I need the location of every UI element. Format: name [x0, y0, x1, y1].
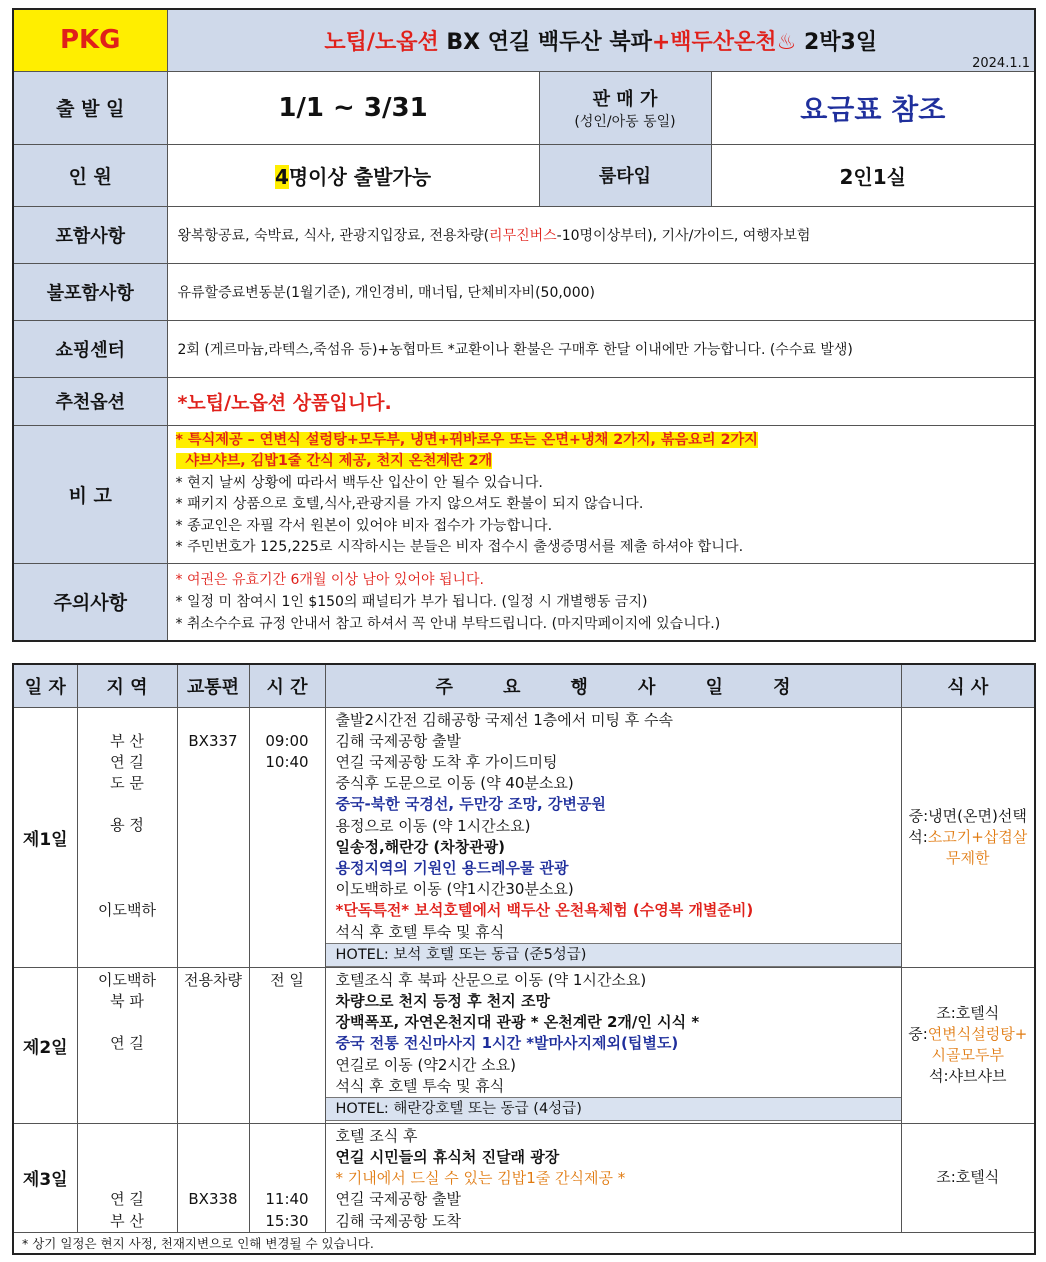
schedule-item: 연길 국제공항 출발: [335, 1190, 461, 1209]
header-region: 지 역: [77, 664, 177, 707]
excluded-value: 유류할증료변동분(1월기준), 개인경비, 매너팁, 단체비자비(50,000): [167, 263, 1035, 320]
shopping-label: 쇼핑센터: [13, 320, 167, 377]
day3-row: [13, 1123, 1035, 1232]
region-label: 이도백하: [98, 970, 156, 989]
flight-number: [178, 710, 249, 731]
region-label: 이도백하: [98, 901, 156, 920]
document-date: 2024.1.1: [972, 55, 1030, 71]
option-value: *노팁/노옵션 상품입니다.: [167, 377, 1035, 425]
schedule-item: 호텔조식 후 북파 산문으로 이동 (약 1시간소요): [335, 970, 647, 989]
schedule-item: 중식후 도문으로 이동 (약 40분소요): [335, 774, 574, 793]
day2-meal-lunch-tofu: 시골모두부: [931, 1046, 1004, 1065]
itinerary-table: [12, 663, 1036, 1255]
region-label: [78, 1126, 177, 1147]
day2-meal-breakfast: 조:호텔식: [936, 1004, 1000, 1023]
included-label: 포함사항: [13, 206, 167, 263]
flight-time: 15:30: [265, 1211, 309, 1230]
price-value: 요금표 참조: [711, 71, 1035, 144]
included-text-a: 왕복항공료, 숙박료, 식사, 관광지입장료, 전용차량(: [177, 227, 490, 244]
room-label: 룸타입: [539, 144, 711, 206]
remarks-special-meal-2: 샤브샤브, 김밥1줄 간식 제공, 천지 온천계란 2개: [175, 453, 493, 469]
excluded-label: 불포함사항: [13, 263, 167, 320]
day2-meal-lunch-prefix: 중:: [908, 1025, 928, 1044]
flight-number: [178, 1147, 249, 1168]
schedule-item: 일송정,해란강 (차창관광): [335, 837, 506, 856]
schedule-item: 용정지역의 기원인 용드레우물 관광: [335, 858, 569, 877]
people-rest: 명이상 출발가능: [288, 164, 432, 189]
title-duration: 2박3일: [796, 29, 878, 55]
day1-meal-dinner-prefix: 석:: [908, 827, 928, 846]
day1-transport: [177, 707, 249, 967]
remarks-line-5: * 종교인은 자필 각서 원본이 있어야 비자 접수가 가능합니다.: [175, 517, 553, 534]
departure-value: 1/1 ~ 3/31: [167, 71, 539, 144]
remarks-special-meal-1: * 특식제공 – 연변식 설렁탕+모두부, 냉면+꿔바로우 또는 온면+냉채 2가지, 볶음요리 2가지: [175, 431, 758, 448]
schedule-item: 용정으로 이동 (약 1시간소요): [335, 816, 531, 835]
flight-time: [250, 710, 325, 731]
header-schedule: 주 요 행 사 일 정: [325, 664, 901, 707]
region-label: [78, 837, 177, 858]
schedule-item: * 기내에서 드실 수 있는 김밥1줄 간식제공 *: [335, 1169, 626, 1188]
remarks-label: 비 고: [13, 425, 167, 563]
itinerary-footnote: * 상기 일정은 현지 사정, 천재지변으로 인해 변경될 수 있습니다.: [13, 1232, 1035, 1254]
header-time: 시 간: [249, 664, 325, 707]
schedule-item: 장백폭포, 자연온천지대 관광 * 온천계란 2개/인 시식 *: [335, 1013, 700, 1032]
day1-regions: [77, 707, 177, 967]
region-label: 북 파: [110, 991, 144, 1010]
flight-time: [250, 1126, 325, 1147]
flight-number: BX337: [188, 731, 238, 750]
region-label: 부 산: [110, 731, 144, 750]
title-route: BX 연길 백두산 북파: [438, 29, 652, 55]
region-label: 용 정: [110, 816, 144, 835]
day1-label: 제1일: [13, 707, 77, 967]
caution-line-2: * 일정 미 참여시 1인 $150의 패널티가 부가 됩니다. (일정 시 개별행동 금지): [175, 593, 648, 610]
flight-number: BX338: [188, 1190, 238, 1209]
day2-time: 전 일: [249, 967, 325, 1123]
flight-time: 11:40: [265, 1190, 309, 1209]
schedule-item: 호텔 조식 후: [335, 1126, 418, 1145]
people-value: [167, 144, 539, 206]
flight-time: [250, 1168, 325, 1189]
title-hotspring: +백두산온천: [651, 29, 777, 55]
region-label: [78, 858, 177, 879]
remarks-line-6: * 주민번호가 125,225로 시작하시는 분들은 비자 접수시 출생증명서를 제출 하셔야 합니다.: [175, 539, 744, 555]
region-label: [78, 879, 177, 900]
header-meal: 식 사: [901, 664, 1035, 707]
remarks-line-4: * 패키지 상품으로 호텔,식사,관광지를 가지 않으셔도 환불이 되지 않습니다.: [175, 496, 644, 512]
day1-meal-lunch: 중:냉면(온면)선택: [908, 806, 1027, 825]
day1-meal-dinner-menu: 소고기+삽겹살: [927, 827, 1028, 846]
room-value: 2인1실: [711, 144, 1035, 206]
day2-meals: [901, 967, 1035, 1123]
day1-schedule: [325, 707, 901, 967]
caution-value: [167, 563, 1035, 641]
package-info-table: [12, 8, 1036, 642]
day2-meal-dinner: 석:샤브샤브: [928, 1067, 1007, 1086]
day2-regions: [77, 967, 177, 1123]
region-label: [78, 1168, 177, 1189]
region-label: 연 길: [110, 1190, 144, 1209]
header-day: 일 자: [13, 664, 77, 707]
day2-meal-lunch-menu: 연변식설렁탕+: [927, 1025, 1028, 1044]
schedule-item: 김해 국제공항 출발: [335, 731, 461, 750]
departure-label: 출 발 일: [13, 71, 167, 144]
price-label: 판 매 가: [592, 88, 658, 110]
price-label-cell: [539, 71, 711, 144]
day2-hotel: HOTEL: 해란강호텔 또는 동급 (4성급): [326, 1097, 902, 1121]
package-title-cell: [167, 9, 1035, 71]
schedule-item: 중국-북한 국경선, 두만강 조망, 강변공원: [335, 795, 606, 814]
schedule-item: *단독특전* 보석호텔에서 백두산 온천욕체험 (수영복 개별준비): [335, 901, 754, 920]
remarks-line-3: * 현지 날씨 상황에 따라서 백두산 입산이 안 될수 있습니다.: [175, 474, 543, 491]
day1-meal-dinner: [902, 827, 1035, 848]
day1-meals: [901, 707, 1035, 967]
price-sub: (성인/아동 동일): [574, 113, 676, 130]
remarks-value: [167, 425, 1035, 563]
day3-label: 제3일: [13, 1123, 77, 1232]
region-label: [78, 1012, 177, 1033]
schedule-item: 차량으로 천지 등정 후 천지 조망: [335, 991, 550, 1010]
schedule-item: 석식 후 호텔 투숙 및 휴식: [335, 1076, 505, 1095]
remarks-line-1: [176, 430, 1035, 452]
included-limousine: 리무진버스: [489, 227, 557, 244]
day3-times: [249, 1123, 325, 1232]
flight-number: [178, 1126, 249, 1147]
day2-meal-lunch: [902, 1024, 1035, 1045]
region-label: 연 길: [110, 1034, 144, 1053]
min-people: 4: [274, 164, 289, 189]
title-no-tip: 노팁/노옵션: [324, 29, 439, 55]
remarks-line-2: [176, 451, 1035, 473]
pkg-badge: PKG: [13, 9, 167, 71]
day1-hotel: HOTEL: 보석 호텔 또는 동급 (준5성급): [326, 943, 902, 967]
schedule-item: 김해 국제공항 도착: [335, 1211, 461, 1230]
day1-meal-unlimited: 무제한: [946, 848, 990, 867]
region-label: [78, 710, 177, 731]
schedule-item: 출발2시간전 김해공항 국제선 1층에서 미팅 후 수속: [335, 710, 673, 729]
region-label: [78, 794, 177, 815]
flight-time: 10:40: [265, 752, 309, 771]
flight-time: [250, 1147, 325, 1168]
day3-schedule: [325, 1123, 901, 1232]
region-label: 도 문: [110, 774, 144, 793]
day3-transport: [177, 1123, 249, 1232]
flight-time: 09:00: [265, 731, 309, 750]
schedule-item: 이도백하로 이동 (약1시간30분소요): [335, 880, 574, 899]
itinerary-header-row: [13, 664, 1035, 707]
schedule-item: 연길 시민들의 휴식처 진달래 광장: [335, 1147, 560, 1166]
day2-row: [13, 967, 1035, 1123]
hotspring-icon: ♨: [776, 29, 797, 55]
caution-line-1: * 여권은 유효기간 6개월 이상 남아 있어야 됩니다.: [175, 571, 484, 588]
day1-times: [249, 707, 325, 967]
schedule-item: 중국 전통 전신마사지 1시간 *발마사지제외(팁별도): [335, 1034, 679, 1053]
flight-number: [178, 1168, 249, 1189]
day2-label: 제2일: [13, 967, 77, 1123]
people-label: 인 원: [13, 144, 167, 206]
region-label: 부 산: [110, 1211, 144, 1230]
region-label: 연 길: [110, 752, 144, 771]
day2-transport: 전용차량: [177, 967, 249, 1123]
schedule-item: 연길로 이동 (약2시간 소요): [335, 1055, 516, 1074]
schedule-item: 석식 후 호텔 투숙 및 휴식: [335, 922, 505, 941]
day2-schedule: [325, 967, 901, 1123]
day3-meal: 조:호텔식: [901, 1123, 1035, 1232]
included-value: [167, 206, 1035, 263]
caution-label: 주의사항: [13, 563, 167, 641]
schedule-item: 연길 국제공항 도착 후 가이드미팅: [335, 752, 558, 771]
day3-regions: [77, 1123, 177, 1232]
header-transport: 교통편: [177, 664, 249, 707]
included-text-b: -10명이상부터), 기사/가이드, 여행자보험: [556, 227, 811, 244]
day1-row: [13, 707, 1035, 967]
shopping-value: 2회 (게르마늄,라텍스,죽섬유 등)+농협마트 *교환이나 환불은 구매후 한달 이내에만 가능합니다. (수수료 발생): [167, 320, 1035, 377]
region-label: [78, 1147, 177, 1168]
option-label: 추천옵션: [13, 377, 167, 425]
caution-line-3: * 취소수수료 규정 안내서 참고 하셔서 꼭 안내 부탁드립니다. (마지막페이지에 있습니다.): [175, 615, 721, 632]
